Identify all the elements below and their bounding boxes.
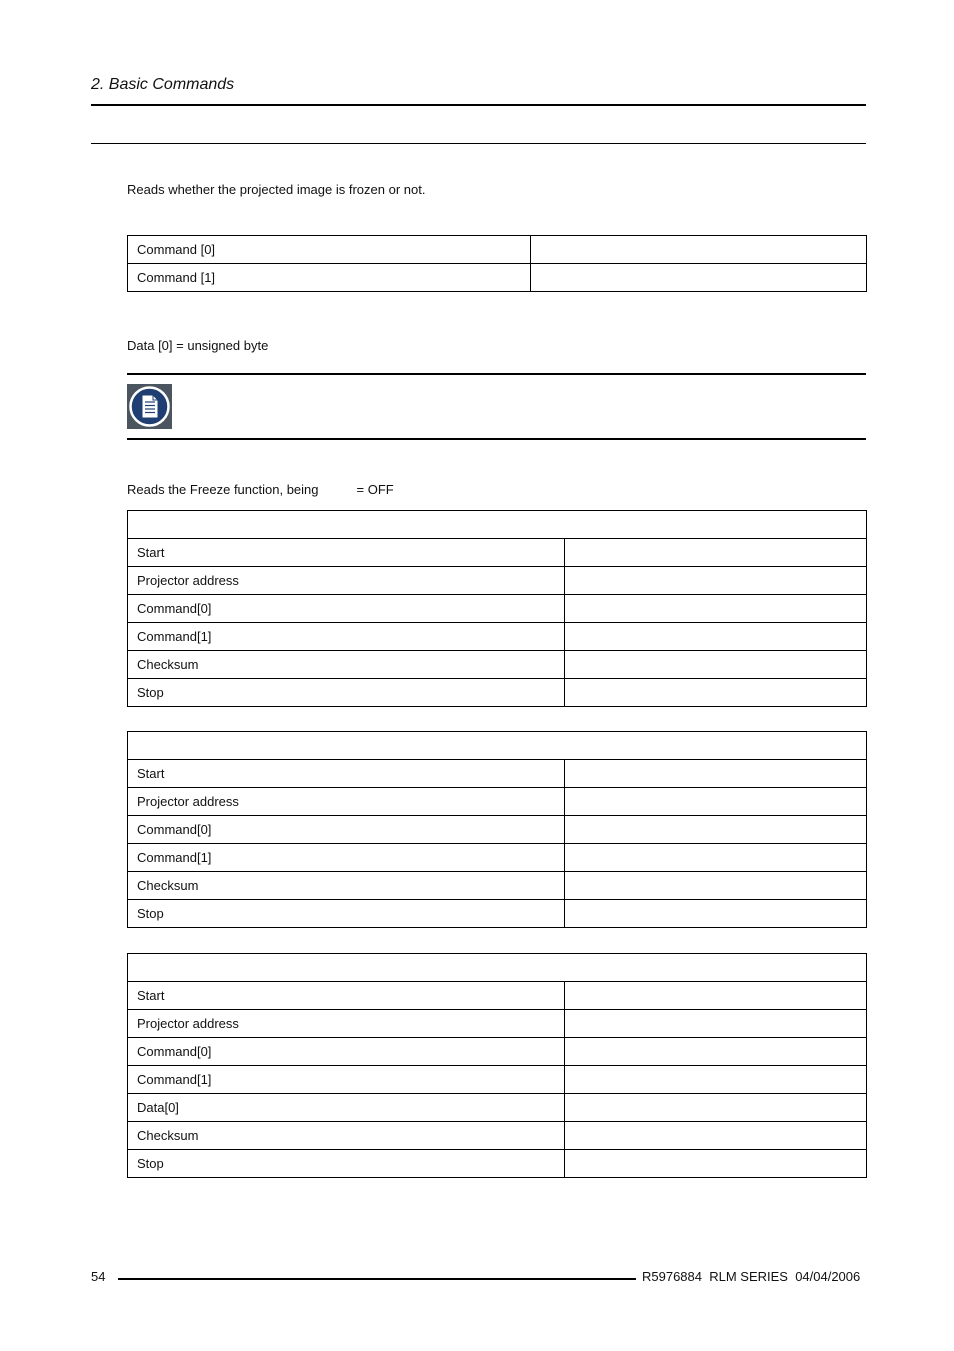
table-row bbox=[128, 595, 867, 623]
table-row bbox=[128, 900, 867, 928]
command-0-label: Command [0] bbox=[128, 236, 531, 264]
table-row bbox=[128, 982, 867, 1010]
transfer-table-2 bbox=[127, 731, 867, 928]
row-label: Stop bbox=[128, 900, 565, 928]
row-label: Checksum bbox=[128, 1122, 565, 1150]
note-box bbox=[127, 373, 866, 440]
transfer-table-1 bbox=[127, 510, 867, 707]
header-rule bbox=[91, 104, 866, 106]
note-icon bbox=[127, 384, 172, 429]
row-value bbox=[565, 1150, 867, 1178]
command-0-value bbox=[531, 236, 867, 264]
table-row bbox=[128, 539, 867, 567]
row-value bbox=[565, 872, 867, 900]
row-label: Checksum bbox=[128, 651, 565, 679]
row-label: Command[0] bbox=[128, 1038, 565, 1066]
row-label: Start bbox=[128, 539, 565, 567]
row-label: Checksum bbox=[128, 872, 565, 900]
table-row bbox=[128, 1094, 867, 1122]
document-id: R5976884 RLM SERIES 04/04/2006 bbox=[642, 1269, 861, 1284]
table-header-row bbox=[128, 732, 867, 760]
transfer-table-3 bbox=[127, 953, 867, 1178]
table-row bbox=[128, 872, 867, 900]
row-value bbox=[565, 567, 867, 595]
row-label: Stop bbox=[128, 1150, 565, 1178]
row-value bbox=[565, 1094, 867, 1122]
table-row bbox=[128, 1066, 867, 1094]
row-label: Projector address bbox=[128, 788, 565, 816]
example-suffix: = OFF bbox=[356, 482, 394, 497]
table-row bbox=[128, 1038, 867, 1066]
table-header-row bbox=[128, 954, 867, 982]
table-row bbox=[128, 1150, 867, 1178]
row-value bbox=[565, 900, 867, 928]
page-number: 54 bbox=[91, 1269, 106, 1284]
table-row bbox=[128, 1010, 867, 1038]
row-value bbox=[565, 788, 867, 816]
row-value bbox=[565, 1122, 867, 1150]
table-row bbox=[128, 236, 867, 264]
chapter-title: 2. Basic Commands bbox=[91, 76, 235, 93]
table-row bbox=[128, 816, 867, 844]
table-row bbox=[128, 651, 867, 679]
table-title bbox=[128, 732, 867, 760]
table-row bbox=[128, 623, 867, 651]
table-row bbox=[128, 788, 867, 816]
table-header-row bbox=[128, 511, 867, 539]
command-1-label: Command [1] bbox=[128, 264, 531, 292]
row-value bbox=[565, 1038, 867, 1066]
table-row bbox=[128, 1122, 867, 1150]
command-1-value bbox=[531, 264, 867, 292]
row-value bbox=[565, 651, 867, 679]
row-label: Command[1] bbox=[128, 844, 565, 872]
description-text: Reads whether the projected image is frozen or not. bbox=[127, 182, 426, 197]
row-value bbox=[565, 760, 867, 788]
data-format-text: Data [0] = unsigned byte bbox=[127, 338, 269, 353]
row-value bbox=[565, 982, 867, 1010]
row-value bbox=[565, 623, 867, 651]
section-rule bbox=[91, 143, 866, 144]
row-value bbox=[565, 844, 867, 872]
table-row bbox=[128, 760, 867, 788]
row-label: Command[1] bbox=[128, 623, 565, 651]
example-prefix: Reads the Freeze function, being bbox=[127, 482, 319, 497]
command-table bbox=[127, 235, 867, 292]
row-value bbox=[565, 816, 867, 844]
example-description bbox=[127, 482, 394, 497]
table-row bbox=[128, 567, 867, 595]
table-row bbox=[128, 844, 867, 872]
row-value bbox=[565, 1010, 867, 1038]
row-label: Start bbox=[128, 982, 565, 1010]
table-title bbox=[128, 511, 867, 539]
row-label: Command[1] bbox=[128, 1066, 565, 1094]
row-label: Projector address bbox=[128, 567, 565, 595]
table-row bbox=[128, 679, 867, 707]
row-label: Data[0] bbox=[128, 1094, 565, 1122]
table-title bbox=[128, 954, 867, 982]
row-label: Command[0] bbox=[128, 595, 565, 623]
table-row bbox=[128, 264, 867, 292]
row-value bbox=[565, 1066, 867, 1094]
row-label: Stop bbox=[128, 679, 565, 707]
row-value bbox=[565, 595, 867, 623]
footer-rule bbox=[118, 1278, 636, 1280]
row-value bbox=[565, 539, 867, 567]
row-label: Command[0] bbox=[128, 816, 565, 844]
row-label: Projector address bbox=[128, 1010, 565, 1038]
row-value bbox=[565, 679, 867, 707]
row-label: Start bbox=[128, 760, 565, 788]
